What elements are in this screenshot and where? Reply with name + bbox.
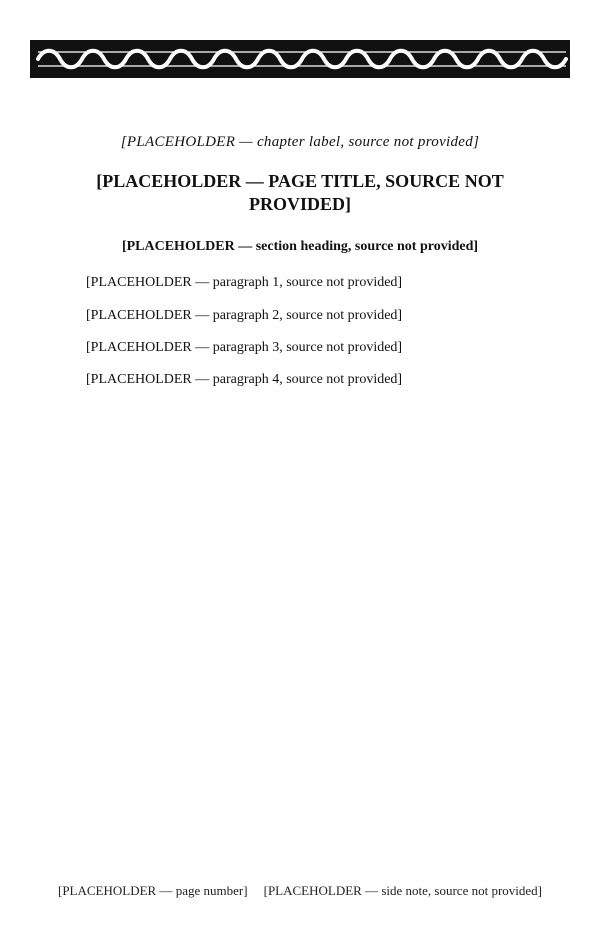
chapter-label: [PLACEHOLDER — chapter label, source not provided] [120,134,480,150]
body-paragraph: [PLACEHOLDER — paragraph 2, source not provided] [86,307,403,323]
side-note: [PLACEHOLDER — side note, source not provided] [263,883,542,898]
section-heading: [PLACEHOLDER — section heading, source not provided] [121,239,479,255]
ornament-band [30,40,570,78]
page-title: [PLACEHOLDER — PAGE TITLE, SOURCE NOT PROVIDED] [96,171,504,215]
page-footer [58,879,542,903]
page-number: [PLACEHOLDER — page number] [58,883,248,898]
body-paragraph: [PLACEHOLDER — paragraph 4, source not provided] [86,372,403,388]
ornament-band-icon [30,40,570,78]
body-paragraph: [PLACEHOLDER — paragraph 3, source not provided] [86,339,403,355]
page-content [58,132,542,859]
body-paragraph: [PLACEHOLDER — paragraph 1, source not provided] [86,275,403,291]
